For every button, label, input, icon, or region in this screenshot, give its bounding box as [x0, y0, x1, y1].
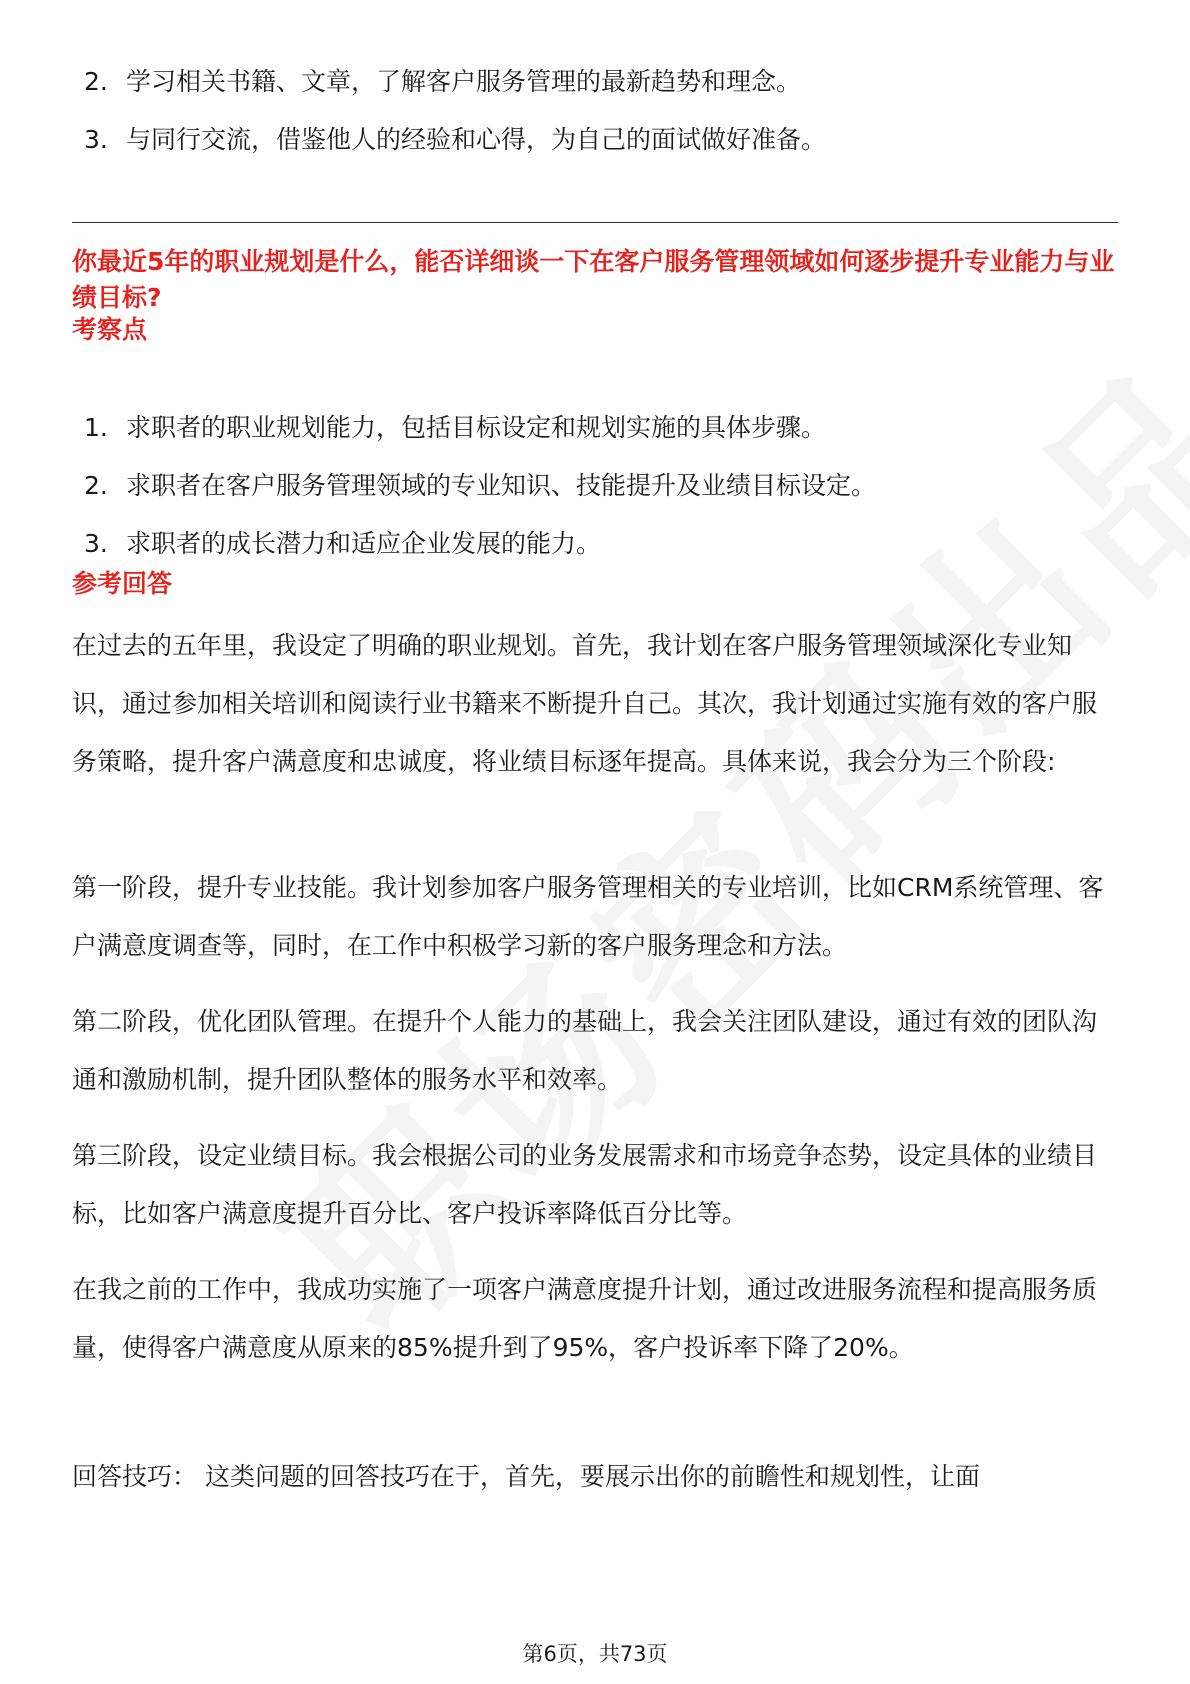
list-text: 求职者的成长潜力和适应企业发展的能力。	[126, 529, 602, 558]
answer-paragraph: 在我之前的工作中，我成功实施了一项客户满意度提升计划，通过改进服务流程和提高服务质量，使得客户满意度从原来的85%提升到了95%，客户投诉率下降了20%。	[72, 1275, 1098, 1362]
answer-paragraph: 第一阶段，提升专业技能。我计划参加客户服务管理相关的专业培训，比如CRM系统管理、客户满意度调查等，同时，在工作中积极学习新的客户服务理念和方法。	[72, 873, 1104, 960]
answer-tips-paragraph: 回答技巧： 这类问题的回答技巧在于，首先，要展示出你的前瞻性和规划性，让面	[72, 1462, 980, 1491]
list-item	[72, 410, 1118, 446]
page-number: 第6页，共73页	[522, 1642, 668, 1666]
list-number: 2.	[84, 471, 108, 500]
section-divider	[72, 222, 1118, 223]
points-heading: 考察点	[72, 315, 148, 344]
list-number: 2.	[84, 67, 108, 96]
answer-paragraph: 第二阶段，优化团队管理。在提升个人能力的基础上，我会关注团队建设，通过有效的团队沟通和激励机制，提升团队整体的服务水平和效率。	[72, 1007, 1098, 1094]
list-number: 3.	[84, 125, 108, 154]
list-number: 1.	[84, 413, 108, 442]
list-item	[72, 526, 1118, 562]
continued-list	[72, 64, 1118, 180]
points-list	[72, 410, 1118, 584]
list-text: 与同行交流，借鉴他人的经验和心得，为自己的面试做好准备。	[126, 125, 827, 154]
answer-paragraph: 在过去的五年里，我设定了明确的职业规划。首先，我计划在客户服务管理领域深化专业知识，通过参加相关培训和阅读行业书籍来不断提升自己。其次，我计划通过实施有效的客户服务策略，提升客户满意度和忠诚度，将业绩目标逐年提高。具体来说，我会分为三个阶段:	[72, 631, 1098, 776]
list-item	[72, 468, 1118, 504]
answer-paragraph: 第三阶段，设定业绩目标。我会根据公司的业务发展需求和市场竞争态势，设定具体的业绩目标，比如客户满意度提升百分比、客户投诉率降低百分比等。	[72, 1141, 1098, 1228]
answer-heading: 参考回答	[72, 569, 173, 598]
list-item	[72, 122, 1118, 158]
list-item	[72, 64, 1118, 100]
list-text: 求职者的职业规划能力，包括目标设定和规划实施的具体步骤。	[126, 413, 827, 442]
list-text: 求职者在客户服务管理领域的专业知识、技能提升及业绩目标设定。	[126, 471, 877, 500]
question-heading: 你最近5年的职业规划是什么，能否详细谈一下在客户服务管理领域如何逐步提升专业能力与业绩目标?	[72, 247, 1115, 312]
list-text: 学习相关书籍、文章，了解客户服务管理的最新趋势和理念。	[126, 67, 802, 96]
list-number: 3.	[84, 529, 108, 558]
